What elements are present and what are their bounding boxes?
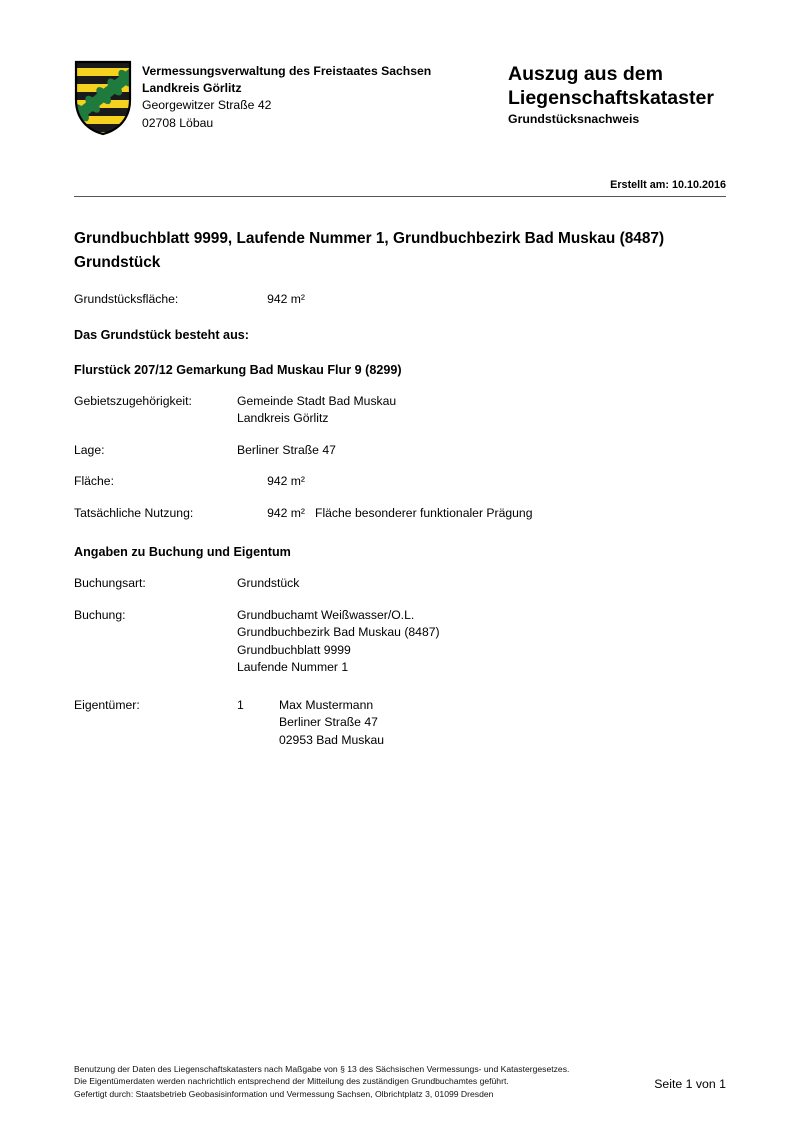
- booking-section-heading: Angaben zu Buchung und Eigentum: [74, 545, 291, 559]
- lage-value: Berliner Straße 47: [237, 442, 336, 457]
- flaeche-value: 942 m²: [267, 474, 305, 488]
- footer-legal-notes: [74, 1063, 569, 1100]
- row-gebietszugehoerigkeit: [74, 393, 726, 428]
- document-footer: [74, 1063, 726, 1100]
- gebietszugehoerigkeit-value: [237, 393, 726, 428]
- row-buchung: [74, 607, 726, 677]
- document-subtitle: Grundstücksnachweis: [508, 112, 640, 126]
- document-title-block: [508, 60, 714, 128]
- page-title: Grundbuchblatt 9999, Laufende Nummer 1, Grundbuchbezirk Bad Muskau (8487): [74, 230, 665, 247]
- section-heading-grundstueck: Grundstück: [74, 254, 161, 271]
- document-header: [74, 60, 726, 136]
- eigentuemer-name: Max Mustermann: [279, 697, 374, 712]
- buchung-line2: Grundbuchbezirk Bad Muskau (8487): [237, 625, 440, 639]
- buchungsart-label: Buchungsart:: [74, 576, 146, 590]
- buchung-line4: Laufende Nummer 1: [237, 660, 349, 674]
- footer-note-line3: Gefertigt durch: Staatsbetrieb Geobasisinformation und Vermessung Sachsen, Olbrichtplatz 3, 01099 Dresden: [74, 1088, 494, 1099]
- buchungsart-value: Grundstück: [237, 576, 300, 590]
- row-buchungsart: [74, 575, 726, 593]
- document-title-line1: Auszug aus dem: [508, 63, 663, 85]
- buchung-value: [237, 607, 726, 677]
- eigentuemer-label: Eigentümer:: [74, 697, 140, 712]
- gebietszugehoerigkeit-line1: Gemeinde Stadt Bad Muskau: [237, 393, 397, 408]
- grundstuecksflaeche-label: Grundstücksfläche:: [74, 292, 179, 306]
- tatsaechliche-nutzung-label: Tatsächliche Nutzung:: [74, 505, 194, 520]
- authority-street: Georgewitzer Straße 42: [142, 98, 272, 112]
- flaeche-label: Fläche:: [74, 474, 114, 488]
- row-eigentuemer: [74, 697, 726, 750]
- footer-note-line2: Die Eigentümerdaten werden nachrichtlich entsprechend der Mitteilung des zuständigen Grundbuchamtes geführt.: [74, 1076, 509, 1087]
- row-lage: [74, 442, 726, 460]
- created-at-text: Erstellt am: 10.10.2016: [610, 179, 726, 191]
- tatsaechliche-nutzung-value-text: Fläche besonderer funktionaler Prägung: [315, 505, 533, 520]
- lage-label: Lage:: [74, 442, 105, 457]
- authority-city: 02708 Löbau: [142, 116, 214, 130]
- grundstuecksflaeche-value: 942 m²: [267, 292, 305, 306]
- consists-of-heading: Das Grundstück besteht aus:: [74, 327, 249, 342]
- document-title-line2: Liegenschaftskataster: [508, 87, 714, 109]
- eigentuemer-city: 02953 Bad Muskau: [279, 732, 385, 747]
- parcel-heading: Flurstück 207/12 Gemarkung Bad Muskau Flur 9 (8299): [74, 362, 402, 377]
- gebietszugehoerigkeit-label: Gebietszugehörigkeit:: [74, 393, 192, 408]
- buchung-line3: Grundbuchblatt 9999: [237, 642, 351, 657]
- row-grundstuecksflaeche: [74, 291, 726, 309]
- authority-name-line1: Vermessungsverwaltung des Freistaates Sachsen: [142, 64, 432, 78]
- tatsaechliche-nutzung-value-area: 942 m²: [267, 505, 305, 520]
- eigentuemer-index: 1: [237, 697, 244, 712]
- page-number: Seite 1 von 1: [654, 1077, 726, 1091]
- header-divider: [74, 196, 726, 197]
- buchung-line1: Grundbuchamt Weißwasser/O.L.: [237, 607, 415, 622]
- buchung-label: Buchung:: [74, 607, 126, 622]
- footer-note-line1: Benutzung der Daten des Liegenschaftskatasters nach Maßgabe von § 13 des Sächsischen Vermessungs- und Katastergesetzes.: [74, 1064, 570, 1074]
- gebietszugehoerigkeit-line2: Landkreis Görlitz: [237, 411, 329, 425]
- authority-name-line2: Landkreis Görlitz: [142, 80, 242, 95]
- eigentuemer-address: [279, 697, 726, 750]
- eigentuemer-street: Berliner Straße 47: [279, 715, 378, 729]
- row-flaeche: [74, 473, 726, 491]
- authority-block: [74, 60, 494, 136]
- document-body: [74, 227, 726, 749]
- row-tatsaechliche-nutzung: [74, 505, 726, 523]
- authority-text: [142, 60, 431, 132]
- saxony-coat-of-arms-icon: [74, 60, 132, 136]
